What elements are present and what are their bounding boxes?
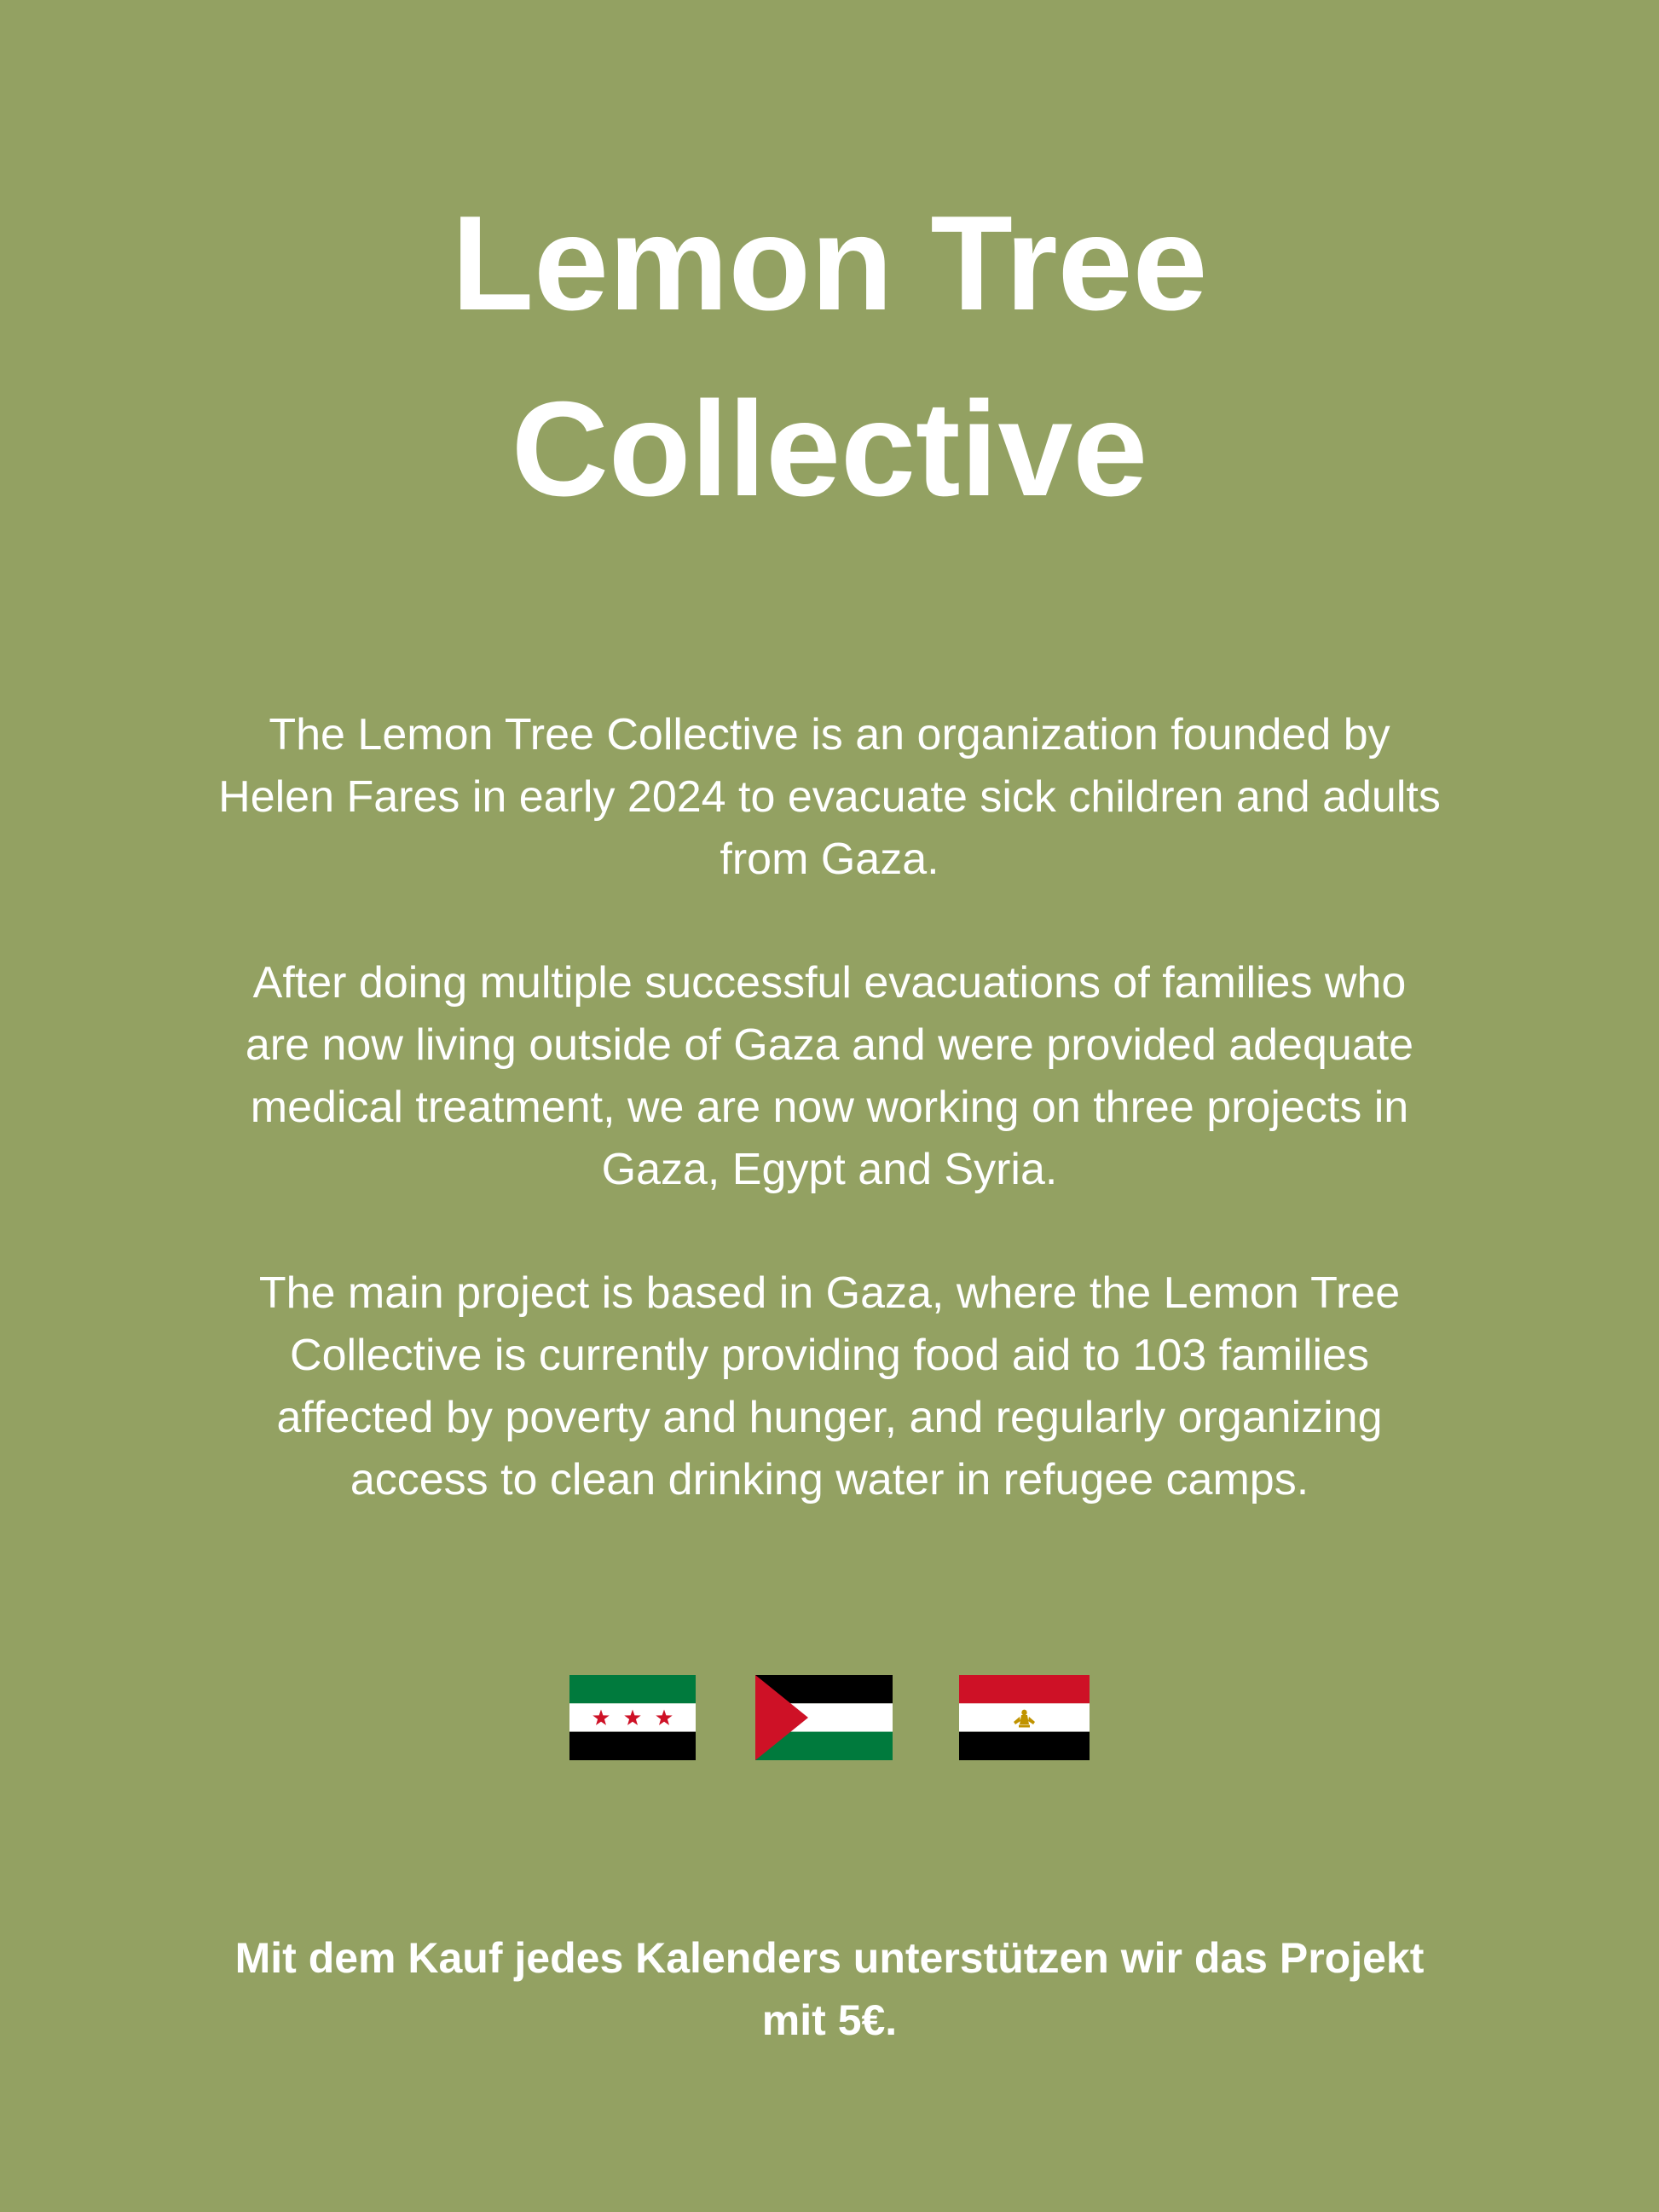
paragraph-line: access to clean drinking water in refugee camps. bbox=[350, 1455, 1309, 1505]
paragraph-line: Collective is currently providing food aid to 103 families bbox=[290, 1331, 1369, 1380]
donation-note bbox=[153, 1927, 1506, 2052]
paragraph-line: from Gaza. bbox=[720, 835, 939, 884]
paragraph-line: After doing multiple successful evacuations of families who bbox=[252, 958, 1407, 1008]
syria-flag-icon bbox=[569, 1675, 696, 1760]
egypt-flag-icon bbox=[959, 1675, 1090, 1760]
donation-note-line: mit 5€. bbox=[761, 1996, 898, 2044]
paragraph-line: The Lemon Tree Collective is an organization founded by bbox=[269, 710, 1390, 759]
page-title bbox=[0, 170, 1659, 542]
title-line-2: Collective bbox=[511, 374, 1148, 524]
donation-note-line: Mit dem Kauf jedes Kalenders unterstützen wir das Projekt bbox=[234, 1934, 1425, 1982]
main-project-paragraph bbox=[153, 1262, 1506, 1511]
paragraph-line: medical treatment, we are now working on three projects in bbox=[250, 1083, 1409, 1132]
intro-paragraph bbox=[153, 704, 1506, 891]
paragraph-line: are now living outside of Gaza and were provided adequate bbox=[245, 1020, 1414, 1070]
paragraph-line: Helen Fares in early 2024 to evacuate sick children and adults bbox=[218, 772, 1441, 822]
flags-row bbox=[569, 1675, 1090, 1760]
paragraph-line: Gaza, Egypt and Syria. bbox=[601, 1145, 1058, 1194]
paragraph-line: affected by poverty and hunger, and regularly organizing bbox=[276, 1393, 1383, 1442]
title-line-1: Lemon Tree bbox=[451, 188, 1208, 338]
evacuations-paragraph bbox=[153, 952, 1506, 1201]
paragraph-line: The main project is based in Gaza, where the Lemon Tree bbox=[258, 1268, 1401, 1318]
palestine-flag-icon bbox=[755, 1675, 893, 1760]
